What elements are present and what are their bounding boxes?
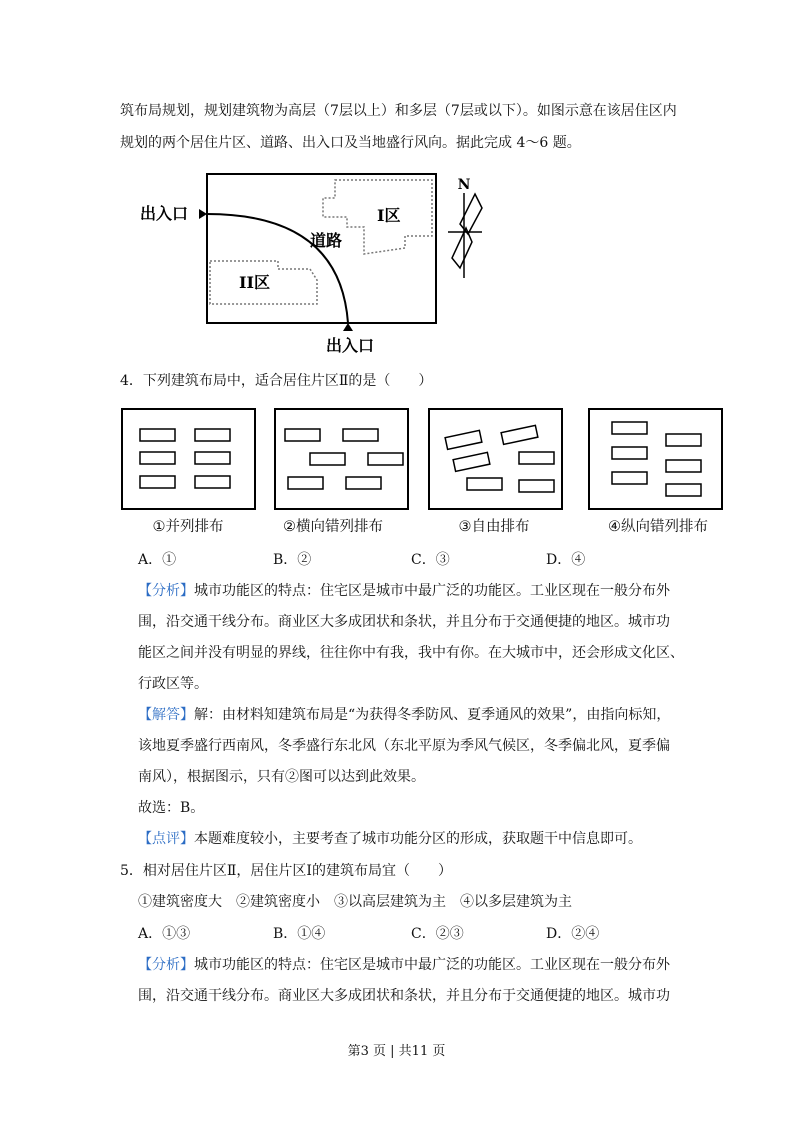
layout-caption-1: ①并列排布	[152, 519, 224, 535]
q4-analysis-line-3: 能区之间并没有明显的界线，往往你中有我，我中有你。在大城市中，还会形成文化区、	[138, 645, 684, 661]
q5-option-a: A．①③	[138, 926, 191, 942]
zone-map-figure	[130, 168, 500, 360]
analysis-tag: 【分析】	[138, 957, 194, 973]
entrance-left-label: 出入口	[140, 204, 189, 223]
q4-option-d: D．④	[546, 552, 586, 568]
q4-answer-line-3: 南风），根据图示，只有②图可以达到此效果。	[138, 769, 425, 785]
q4-answer-line-1: 【解答】解：由材料知建筑布局是“为获得冬季防风、夏季通风的效果”，由指向标知，	[138, 707, 671, 723]
layout-diagram-4	[589, 409, 722, 509]
layout-caption-3: ③自由排布	[458, 519, 530, 535]
north-label: N	[457, 177, 471, 193]
q4-analysis-line-1: 【分析】城市功能区的特点：住宅区是城市中最广泛的功能区。工业区现在一般分布外	[138, 583, 670, 599]
layout-caption-2: ②横向错列排布	[283, 519, 383, 535]
road-label: 道路	[310, 231, 343, 250]
q4-stem: 4．下列建筑布局中，适合居住片区Ⅱ的是（ ）	[120, 373, 433, 389]
layout-diagram-2	[275, 409, 408, 509]
q4-option-a: A．①	[138, 552, 177, 568]
q5-stem: 5．相对居住片区Ⅱ，居住片区Ⅰ的建筑布局宜（ ）	[120, 863, 452, 879]
entrance-bottom-label: 出入口	[326, 336, 375, 355]
layout-diagram-3	[429, 409, 562, 509]
q4-analysis-line-4: 行政区等。	[138, 676, 208, 692]
q5-analysis-line-2: 围，沿交通干线分布。商业区大多成团状和条状，并且分布于交通便捷的地区。城市功	[138, 988, 670, 1004]
q4-comment: 【点评】本题难度较小，主要考查了城市功能分区的形成，获取题干中信息即可。	[138, 831, 642, 847]
q4-analysis-line-2: 围，沿交通干线分布。商业区大多成团状和条状，并且分布于交通便捷的地区。城市功	[138, 614, 670, 630]
q5-statements: ①建筑密度大 ②建筑密度小 ③以高层建筑为主 ④以多层建筑为主	[138, 894, 572, 910]
q4-answer-line-2: 该地夏季盛行西南风，冬季盛行东北风（东北平原为季风气候区，冬季偏北风，夏季偏	[138, 738, 670, 754]
entrance-left-arrow	[199, 209, 207, 219]
layout-caption-4: ④纵向错列排布	[608, 519, 708, 535]
zone1-label: I区	[377, 206, 401, 225]
q5-option-b: B．①④	[273, 926, 326, 942]
q4-choice: 故选：B。	[138, 800, 205, 816]
wind-rose-icon	[448, 177, 482, 278]
q5-option-c: C．②③	[411, 926, 464, 942]
layout-options-figure	[118, 404, 728, 514]
page-footer: 第3 页 | 共11 页	[347, 1044, 446, 1059]
q4-option-b: B．②	[273, 552, 312, 568]
answer-tag: 【解答】	[138, 707, 194, 723]
entrance-bottom-arrow	[343, 323, 353, 331]
intro-line-2: 规划的两个居住片区、道路、出入口及当地盛行风向。据此完成 4～6 题。	[120, 135, 581, 151]
zone2-label: II区	[239, 273, 270, 292]
comment-tag: 【点评】	[138, 831, 194, 847]
q4-option-c: C．③	[411, 552, 450, 568]
layout-diagram-1	[122, 409, 255, 509]
q5-analysis-line-1: 【分析】城市功能区的特点：住宅区是城市中最广泛的功能区。工业区现在一般分布外	[138, 957, 670, 973]
intro-line-1: 筑布局规划，规划建筑物为高层（7层以上）和多层（7层或以下）。如图示意在该居住区内	[120, 103, 677, 119]
q5-option-d: D．②④	[546, 926, 600, 942]
analysis-tag: 【分析】	[138, 583, 194, 599]
